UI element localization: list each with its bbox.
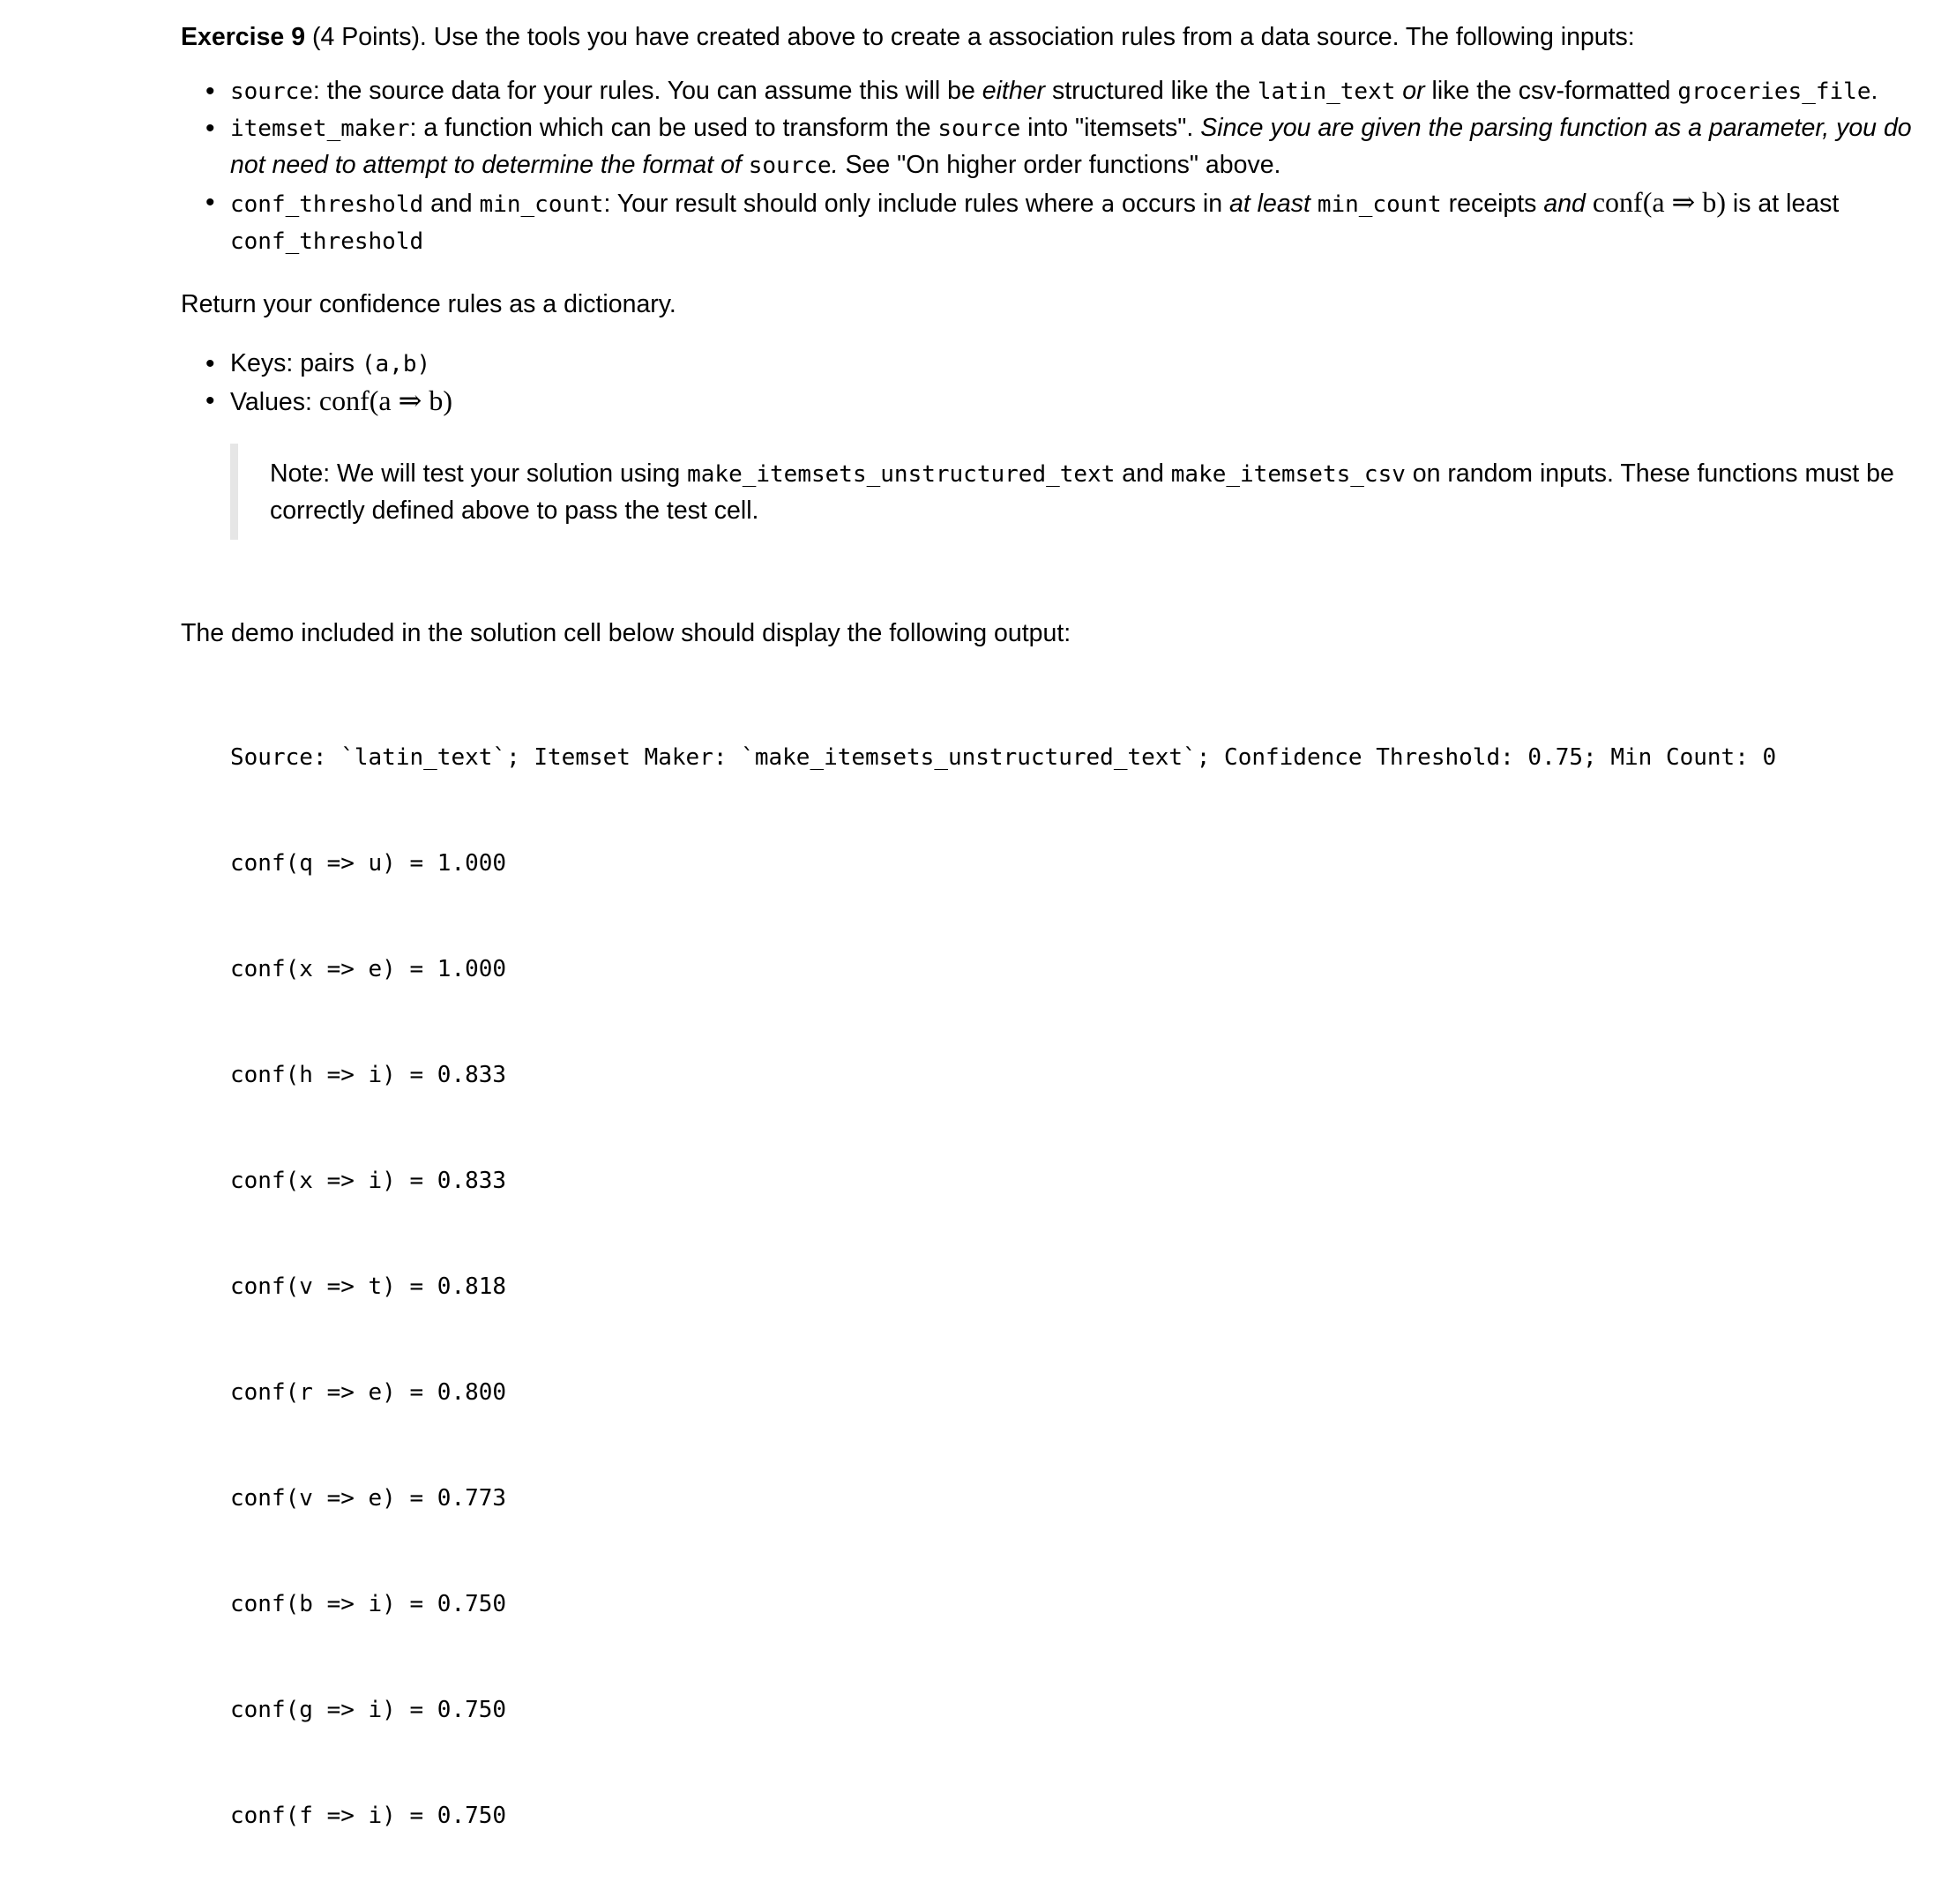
- emphasis: at least: [1229, 190, 1310, 218]
- text: Keys: pairs: [230, 349, 362, 377]
- output-line: conf(x => e) = 1.000: [230, 956, 507, 982]
- emphasis: or: [1395, 77, 1425, 105]
- output-line: conf(q => u) = 1.000: [230, 850, 507, 877]
- output-line: conf(v => t) = 0.818: [230, 1273, 507, 1300]
- list-item-source: [230, 73, 1945, 110]
- exercise-label: Exercise 9: [181, 23, 306, 51]
- output-line: conf(b => i) = 0.750: [230, 1591, 507, 1617]
- code-a: a: [1101, 191, 1116, 218]
- code-min-count: min_count: [479, 191, 604, 218]
- text: like the csv-formatted: [1424, 77, 1678, 105]
- output-line: conf(x => i) = 0.833: [230, 1168, 507, 1194]
- text: and: [1115, 459, 1171, 488]
- code-pair: (a,b): [361, 351, 431, 377]
- text: : Your result should only include rules where: [603, 190, 1101, 218]
- text: receipts: [1441, 190, 1544, 218]
- text: on random inputs. These functions must be correctly defined above to pass the test cell.: [270, 459, 1894, 525]
- code-conf-threshold: conf_threshold: [230, 228, 424, 255]
- text: into "itemsets".: [1020, 114, 1201, 142]
- output-line-header: Source: `latin_text`; Itemset Maker: `make_itemsets_unstructured_text`; Confidence Threshold: 0.75; Min Count: 0: [230, 744, 1777, 771]
- emphasis: and: [1543, 190, 1586, 218]
- text: See "On higher order functions" above.: [838, 151, 1281, 179]
- code-min-count: min_count: [1317, 191, 1442, 218]
- text: : the source data for your rules. You can assume this will be: [312, 77, 982, 105]
- output-line: conf(g => i) = 0.750: [230, 1697, 507, 1723]
- code-make-itemsets-csv: make_itemsets_csv: [1170, 461, 1406, 488]
- text: and: [423, 190, 480, 218]
- math-conf: conf(a ⇒ b): [318, 385, 453, 416]
- list-item-values: [230, 383, 1945, 421]
- markdown-cell: [181, 19, 1945, 1904]
- list-item-thresholds: [230, 184, 1945, 260]
- note-blockquote: [230, 444, 1945, 540]
- output-line: conf(v => e) = 0.773: [230, 1485, 507, 1512]
- math-conf: conf(a ⇒ b): [1592, 186, 1727, 218]
- exercise-points: (4 Points).: [311, 23, 427, 51]
- text: occurs in: [1115, 190, 1229, 218]
- output-line: conf(r => e) = 0.800: [230, 1379, 507, 1406]
- emphasis: Since you are given the parsing function as a parameter, you do not need to attempt to determine the format of: [230, 114, 1912, 179]
- code-groceries-file: groceries_file: [1677, 78, 1871, 105]
- emphasis: .: [831, 151, 839, 179]
- emphasis: either: [982, 77, 1046, 105]
- inputs-list: [181, 73, 1945, 260]
- output-line: conf(f => i) = 0.750: [230, 1803, 507, 1829]
- list-item-itemset-maker: [230, 110, 1945, 184]
- list-item-keys: [230, 346, 1945, 383]
- text: [1310, 190, 1318, 218]
- text: Note: We will test your solution using: [270, 459, 688, 488]
- text: : a function which can be used to transform the: [409, 114, 938, 142]
- text: [1586, 190, 1593, 218]
- text: Values:: [230, 388, 319, 416]
- output-line: conf(h => i) = 0.833: [230, 1062, 507, 1088]
- returns-list: [181, 346, 1945, 421]
- code-source: source: [230, 78, 313, 105]
- demo-output: [230, 669, 1945, 1904]
- exercise-description: Use the tools you have created above to create a association rules from a data source. The following inputs:: [433, 23, 1635, 51]
- demo-intro: The demo included in the solution cell below should display the following output:: [181, 619, 1071, 647]
- text: is at least: [1726, 190, 1840, 218]
- code-conf-threshold: conf_threshold: [230, 191, 424, 218]
- code-source: source: [937, 116, 1021, 142]
- code-make-itemsets-unstructured-text: make_itemsets_unstructured_text: [687, 461, 1116, 488]
- return-text: Return your confidence rules as a dictionary.: [181, 290, 676, 318]
- code-itemset-maker: itemset_maker: [230, 116, 410, 142]
- code-source: source: [748, 153, 832, 179]
- text: .: [1870, 77, 1878, 105]
- text: structured like the: [1045, 77, 1258, 105]
- exercise-intro: [181, 19, 1945, 56]
- code-latin-text: latin_text: [1257, 78, 1396, 105]
